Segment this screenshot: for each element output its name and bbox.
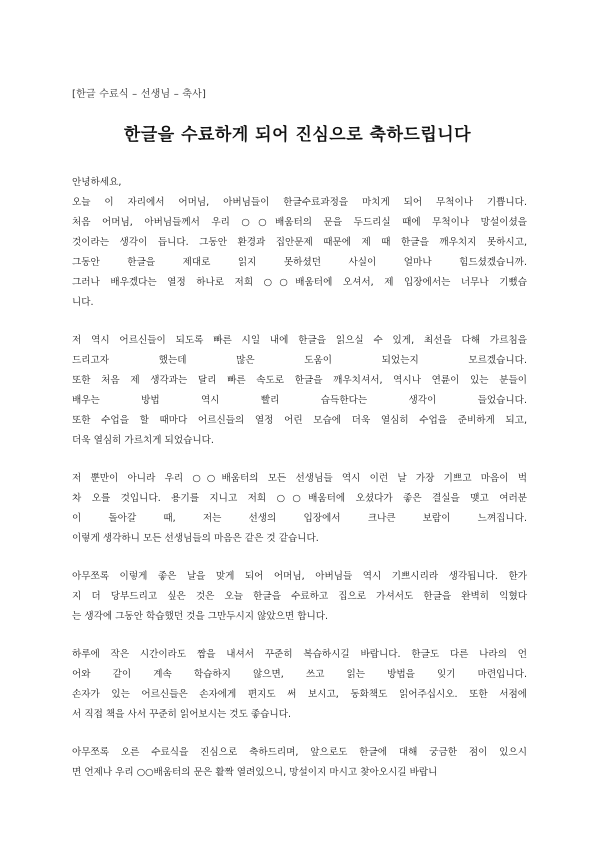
body-paragraph xyxy=(72,173,527,313)
paragraph-line: 지 더 당부드리고 싶은 것은 오늘 한글을 수료하고 집으로 가셔서도 한글을 완벽히 익혔다 xyxy=(72,591,527,602)
paragraph-line: 이렇게 생각하니 모든 선생님들의 마음은 같은 것 같습니다. xyxy=(72,533,319,544)
paragraph-line: 또한 수업을 할 때마다 어르신들의 열정 어린 모습에 더욱 열심히 수업을 준비하게 되고, xyxy=(72,415,527,426)
paragraph-line: 배우는 방법 역시 빨리 습득한다는 생각이 들었습니다. xyxy=(72,395,527,406)
paragraph-line: 더욱 열심히 가르치게 되었습니다. xyxy=(72,435,214,446)
body-paragraph xyxy=(72,645,527,725)
paragraph-line: 이 돌아갈 때, 저는 선생의 입장에서 크나큰 보람이 느껴집니다. xyxy=(72,513,527,524)
paragraph-line: 오늘 이 자리에서 어머님, 아버님들이 한글수료과정을 마치게 되어 무척이나 기쁩니다. xyxy=(72,197,527,208)
body-paragraph xyxy=(72,567,527,627)
body-paragraph xyxy=(72,331,527,451)
paragraph-line: 처음 어머님, 아버님들께서 우리 ○○배움터의 문을 두드리실 때에 무척이나 망설이셨을 xyxy=(72,217,527,228)
paragraph-line: 그러나 배우겠다는 열정 하나로 저희 ○○배움터에 오셔서, 제 입장에서는 너무나 기뻤습 xyxy=(72,277,527,288)
body-paragraph xyxy=(72,743,527,783)
paragraph-line: 드리고자 했는데 많은 도움이 되었는지 모르겠습니다. xyxy=(72,355,527,366)
paragraph-line: 하루에 작은 시간이라도 짬을 내셔서 꾸준히 복습하시길 바랍니다. 한글도 다른 나라의 언 xyxy=(72,649,527,660)
paragraph-line: 그동안 한글을 제대로 읽지 못하셨던 사실이 얼마나 힘드셨겠습니까. xyxy=(72,257,527,268)
paragraph-line: 저 뿐만이 아니라 우리 ○○배움터의 모든 선생님들 역시 이런 날 가장 기쁘고 마음이 벅 xyxy=(72,473,527,484)
paragraph-line: 어와 같이 계속 학습하지 않으면, 쓰고 읽는 방법을 잊기 마련입니다. xyxy=(72,669,527,680)
paragraph-line: 아무쪼록 이렇게 좋은 날을 맞게 되어 어머님, 아버님들 역시 기쁘시리라 생각됩니다. 한가 xyxy=(72,571,527,582)
paragraph-line: 손자가 있는 어르신들은 손자에게 편지도 써 보시고, 동화책도 읽어주십시오. 또한 서점에 xyxy=(72,689,527,700)
paragraph-line: 저 역시 어르신들이 되도록 빠른 시일 내에 한글을 읽으실 수 있게, 최선을 다해 가르침을 xyxy=(72,335,527,346)
document-title: 한글을 수료하게 되어 진심으로 축하드립니다 xyxy=(123,125,472,145)
paragraph-line: 또한 처음 제 생각과는 달리 빠른 속도로 한글을 깨우치셔서, 역시나 연륜이 있는 분들이 xyxy=(72,375,527,386)
paragraph-line: 니다. xyxy=(72,297,94,308)
paragraph-line: 아무쪼록 오른 수료식을 진심으로 축하드리며, 앞으로도 한글에 대해 궁금한 점이 있으시 xyxy=(72,747,527,758)
paragraph-line: 것이라는 생각이 듭니다. 그동안 환경과 집안문제 때문에 제 때 한글을 깨우치지 못하시고, xyxy=(72,237,527,248)
paragraph-line: 면 언제나 우리 ○○배움터의 문은 활짝 열려있으니, 망설이지 마시고 찾아오시길 바랍니 xyxy=(72,767,438,778)
document-body xyxy=(72,173,527,801)
paragraph-line: 서 직접 책을 사서 꾸준히 읽어보시는 것도 좋습니다. xyxy=(72,709,292,720)
body-paragraph xyxy=(72,469,527,549)
document-header-tag: [한글 수료식 – 선생님 – 축사] xyxy=(72,89,207,100)
paragraph-line: 차 오를 것입니다. 용기를 지니고 저희 ○○배움터에 오셨다가 좋은 결실을 맺고 여러분 xyxy=(72,493,527,504)
paragraph-line: 는 생각에 그동안 학습했던 것을 그만두시지 않았으면 합니다. xyxy=(72,611,329,622)
paragraph-line: 안녕하세요, xyxy=(72,177,122,188)
